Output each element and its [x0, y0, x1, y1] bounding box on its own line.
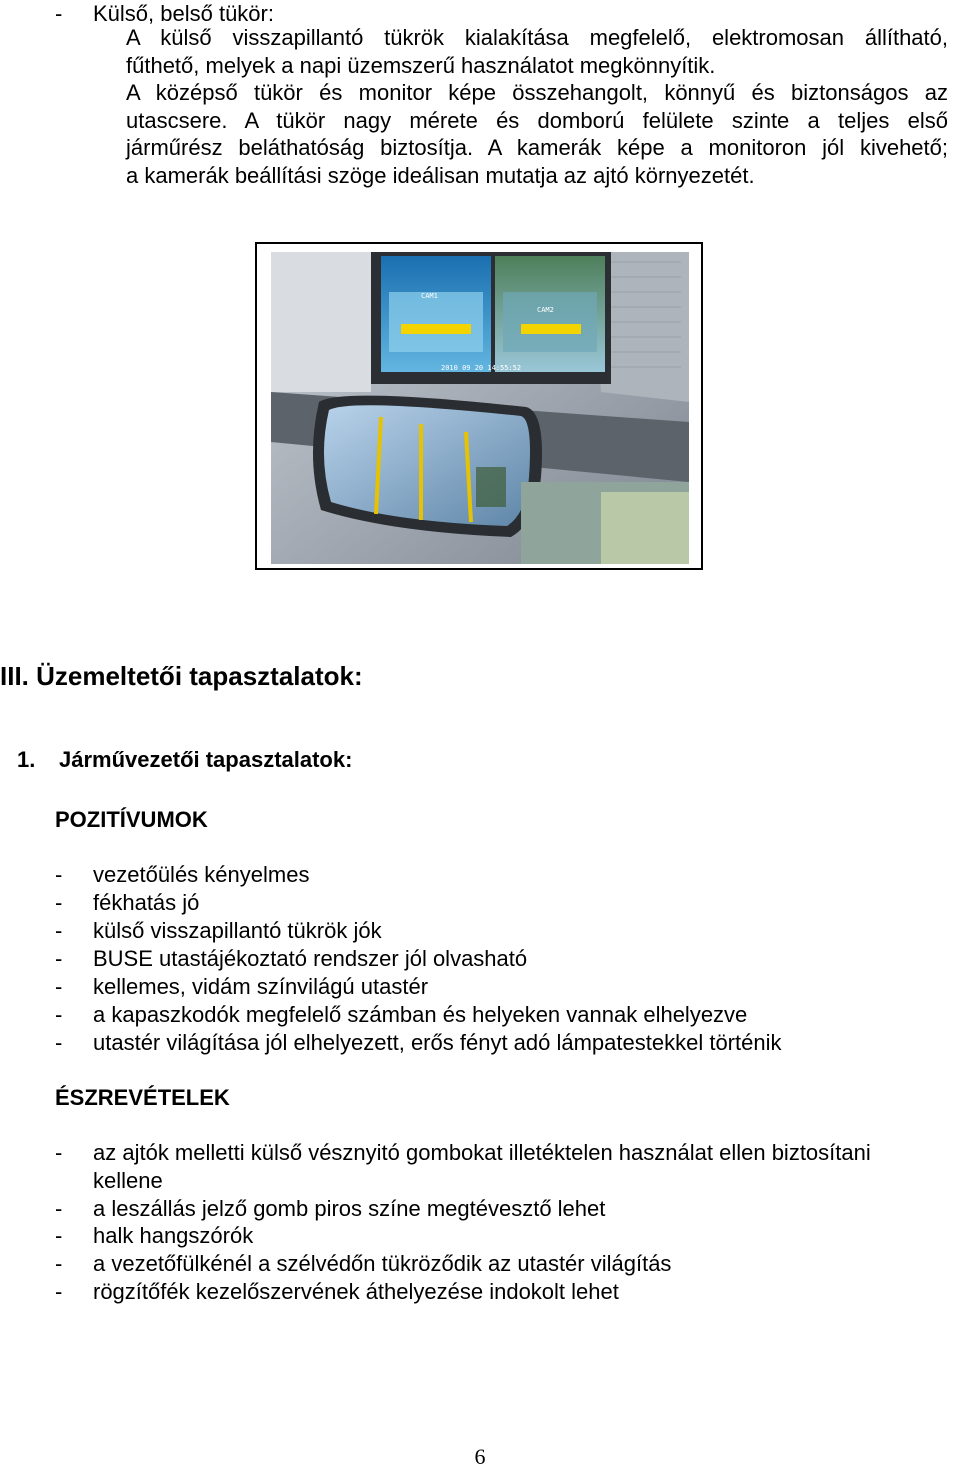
- bullet-dash: -: [55, 1251, 63, 1276]
- paragraph-line: fűthető, melyek a napi üzemszerű használatot megkönnyítik.: [126, 52, 716, 78]
- list-item-text: utastér világítása jól elhelyezett, erős fényt adó lámpatestekkel történik: [93, 1030, 782, 1055]
- bullet-dash: -: [55, 1223, 63, 1248]
- list-item-text: a leszállás jelző gomb piros színe megtévesztő lehet: [93, 1196, 606, 1221]
- bullet-dash: -: [55, 1, 63, 26]
- list-item-text: az ajtók melletti külső vésznyitó gombokat illetéktelen használat ellen biztosítani: [93, 1140, 871, 1165]
- paragraph-line: a kamerák beállítási szöge ideálisan mutatja az ajtó környezetét.: [126, 162, 755, 188]
- positives-heading: POZITÍVUMOK: [55, 807, 208, 832]
- section-heading: III. Üzemeltetői tapasztalatok:: [0, 661, 363, 691]
- paragraph-line: járműrész beláthatóság biztosítja. A kamerák képe a monitoron jól kivehető;: [126, 135, 948, 160]
- list-item-text: BUSE utastájékoztató rendszer jól olvasható: [93, 946, 528, 971]
- list-item-text: kellemes, vidám színvilágú utastér: [93, 974, 429, 999]
- photo-frame: [255, 242, 703, 570]
- camera-label: CAM2: [537, 306, 554, 314]
- paragraph-line: A középső tükör és monitor képe összehangolt, könnyű és biztonságos az: [126, 80, 948, 105]
- page-number: 6: [474, 1444, 486, 1469]
- bullet-dash: -: [55, 918, 63, 943]
- photo-illustration: [271, 252, 689, 564]
- list-item-text: a vezetőfülkénél a szélvédőn tükröződik az utastér világítás: [93, 1251, 672, 1276]
- list-item-text: vezetőülés kényelmes: [93, 862, 310, 887]
- intro-heading: Külső, belső tükör:: [93, 1, 274, 26]
- bullet-dash: -: [55, 974, 63, 999]
- bullet-dash: -: [55, 1279, 63, 1304]
- paragraph-line: utascsere. A tükör nagy mérete és domború felülete szinte a teljes első: [126, 107, 948, 133]
- list-item-text: a kapaszkodók megfelelő számban és helyeken vannak elhelyezve: [93, 1002, 748, 1027]
- intro-paragraph: [126, 24, 948, 189]
- list-item-text: külső visszapillantó tükrök jók: [93, 918, 382, 943]
- remarks-heading: ÉSZREVÉTELEK: [55, 1085, 230, 1110]
- list-item-text: rögzítőfék kezelőszervének áthelyezése indokolt lehet: [93, 1279, 619, 1304]
- bullet-dash: -: [55, 1140, 63, 1165]
- bullet-dash: -: [55, 890, 63, 915]
- list-item-text: fékhatás jó: [93, 890, 200, 915]
- list-item-text: halk hangszórók: [93, 1223, 254, 1248]
- timestamp-overlay: 2010 09 20 14:55:52: [441, 364, 522, 372]
- bullet-dash: -: [55, 1002, 63, 1027]
- camera-label: CAM1: [421, 292, 438, 300]
- list-item-text: kellene: [93, 1168, 163, 1193]
- bullet-dash: -: [55, 946, 63, 971]
- subsection-number: 1.: [17, 747, 36, 772]
- bullet-dash: -: [55, 862, 63, 887]
- subsection-heading: [17, 745, 352, 775]
- bullet-dash: -: [55, 1196, 63, 1221]
- bullet-dash: -: [55, 1030, 63, 1055]
- paragraph-line: A külső visszapillantó tükrök kialakítása megfelelő, elektromosan állítható,: [126, 25, 948, 50]
- bus-interior-photo: [271, 252, 689, 564]
- subsection-title: Járművezetői tapasztalatok:: [59, 747, 353, 772]
